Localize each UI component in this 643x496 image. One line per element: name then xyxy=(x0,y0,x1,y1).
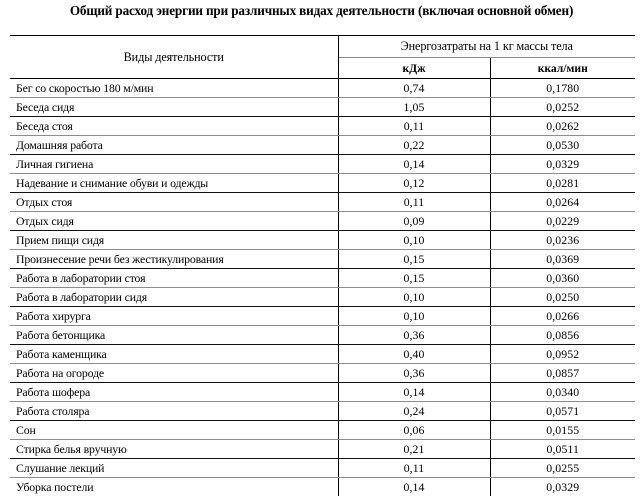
table-row xyxy=(10,193,635,212)
table-row xyxy=(10,383,635,402)
table-row xyxy=(10,231,635,250)
table-row xyxy=(10,117,635,136)
table-row xyxy=(10,478,635,496)
cell-kj: 0,36 xyxy=(338,364,490,383)
cell-activity: Уборка постели xyxy=(10,478,338,496)
column-header-kcal: ккал/мин xyxy=(490,58,635,79)
table-row xyxy=(10,174,635,193)
cell-kj: 0,10 xyxy=(338,288,490,307)
cell-kj: 0,06 xyxy=(338,421,490,440)
cell-kcal: 0,0262 xyxy=(490,117,635,136)
cell-kcal: 0,0266 xyxy=(490,307,635,326)
cell-kj: 0,74 xyxy=(338,79,490,98)
cell-kcal: 0,0155 xyxy=(490,421,635,440)
cell-activity: Работа бетонщика xyxy=(10,326,338,345)
table-row xyxy=(10,269,635,288)
cell-kcal: 0,0952 xyxy=(490,345,635,364)
cell-kj: 1,05 xyxy=(338,98,490,117)
cell-kcal: 0,0360 xyxy=(490,269,635,288)
cell-kj: 0,22 xyxy=(338,136,490,155)
table-header-row-1 xyxy=(10,36,635,58)
cell-activity: Работа каменщика xyxy=(10,345,338,364)
cell-kj: 0,36 xyxy=(338,326,490,345)
cell-kcal: 0,0856 xyxy=(490,326,635,345)
cell-kcal: 0,0369 xyxy=(490,250,635,269)
table-header xyxy=(10,36,635,79)
cell-kj: 0,10 xyxy=(338,231,490,250)
cell-kcal: 0,0255 xyxy=(490,459,635,478)
cell-kcal: 0,0511 xyxy=(490,440,635,459)
cell-activity: Слушание лекций xyxy=(10,459,338,478)
cell-activity: Домашняя работа xyxy=(10,136,338,155)
cell-activity: Отдых сидя xyxy=(10,212,338,231)
cell-activity: Прием пищи сидя xyxy=(10,231,338,250)
cell-activity: Работа в лаборатории стоя xyxy=(10,269,338,288)
cell-activity: Отдых стоя xyxy=(10,193,338,212)
cell-kcal: 0,0530 xyxy=(490,136,635,155)
cell-kcal: 0,0236 xyxy=(490,231,635,250)
column-header-kj: кДж xyxy=(338,58,490,79)
cell-kj: 0,14 xyxy=(338,155,490,174)
table-row xyxy=(10,98,635,117)
cell-kj: 0,14 xyxy=(338,478,490,496)
cell-activity: Бег со скоростью 180 м/мин xyxy=(10,79,338,98)
table-row xyxy=(10,459,635,478)
table-row xyxy=(10,326,635,345)
cell-kcal: 0,0857 xyxy=(490,364,635,383)
cell-kcal: 0,1780 xyxy=(490,79,635,98)
table-row xyxy=(10,364,635,383)
cell-activity: Работа хирурга xyxy=(10,307,338,326)
column-header-activity: Виды деятельности xyxy=(10,36,338,79)
cell-activity: Беседа стоя xyxy=(10,117,338,136)
cell-activity: Работа шофера xyxy=(10,383,338,402)
table-row xyxy=(10,307,635,326)
cell-kj: 0,09 xyxy=(338,212,490,231)
table-row xyxy=(10,402,635,421)
table-row xyxy=(10,421,635,440)
cell-kj: 0,14 xyxy=(338,383,490,402)
cell-kj: 0,11 xyxy=(338,459,490,478)
table-row xyxy=(10,79,635,98)
page-title: Общий расход энергии при различных видах деятельности (включая основной обмен) xyxy=(0,2,643,20)
cell-kj: 0,10 xyxy=(338,307,490,326)
cell-kcal: 0,0250 xyxy=(490,288,635,307)
cell-activity: Работа столяра xyxy=(10,402,338,421)
cell-kj: 0,40 xyxy=(338,345,490,364)
cell-activity: Сон xyxy=(10,421,338,440)
cell-activity: Стирка белья вручную xyxy=(10,440,338,459)
cell-kcal: 0,0340 xyxy=(490,383,635,402)
cell-kcal: 0,0264 xyxy=(490,193,635,212)
table-row xyxy=(10,288,635,307)
cell-activity: Личная гигиена xyxy=(10,155,338,174)
table-body xyxy=(10,79,635,496)
energy-expenditure-table xyxy=(10,35,635,496)
table-row xyxy=(10,250,635,269)
cell-kj: 0,12 xyxy=(338,174,490,193)
cell-kcal: 0,0281 xyxy=(490,174,635,193)
cell-kcal: 0,0329 xyxy=(490,155,635,174)
table-row xyxy=(10,212,635,231)
cell-kj: 0,11 xyxy=(338,117,490,136)
table-row xyxy=(10,345,635,364)
cell-kj: 0,11 xyxy=(338,193,490,212)
cell-kj: 0,15 xyxy=(338,269,490,288)
energy-expenditure-table-container xyxy=(10,35,635,496)
table-row xyxy=(10,136,635,155)
cell-kcal: 0,0571 xyxy=(490,402,635,421)
column-header-group-energy: Энергозатраты на 1 кг массы тела xyxy=(338,36,635,58)
cell-kj: 0,15 xyxy=(338,250,490,269)
cell-activity: Произнесение речи без жестикулирования xyxy=(10,250,338,269)
cell-activity: Работа на огороде xyxy=(10,364,338,383)
cell-activity: Надевание и снимание обуви и одежды xyxy=(10,174,338,193)
cell-kcal: 0,0252 xyxy=(490,98,635,117)
cell-kj: 0,21 xyxy=(338,440,490,459)
table-row xyxy=(10,440,635,459)
cell-kcal: 0,0329 xyxy=(490,478,635,496)
cell-kj: 0,24 xyxy=(338,402,490,421)
cell-kcal: 0,0229 xyxy=(490,212,635,231)
table-row xyxy=(10,155,635,174)
cell-activity: Работа в лаборатории сидя xyxy=(10,288,338,307)
cell-activity: Беседа сидя xyxy=(10,98,338,117)
